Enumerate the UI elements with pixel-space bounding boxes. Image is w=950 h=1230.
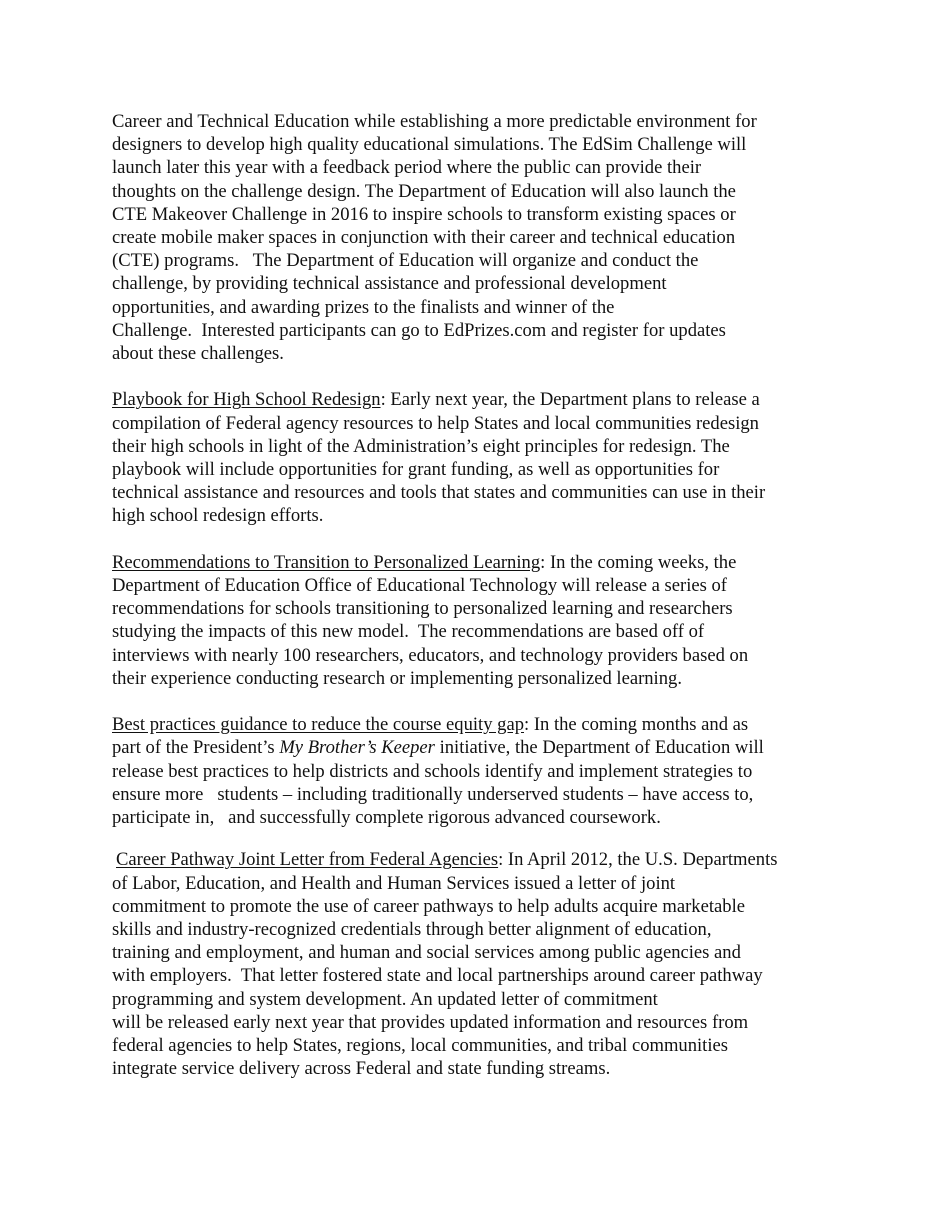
text-line: will be released early next year that provides updated information and resources from xyxy=(112,1011,749,1033)
text-line: about these challenges. xyxy=(112,343,284,365)
text-line: Career and Technical Education while establishing a more predictable environment for xyxy=(112,111,757,132)
initiative-title: My Brother’s Keeper xyxy=(279,737,435,759)
text-fragment: part of the President’s xyxy=(112,737,280,759)
heading-continuation: : In the coming weeks, the xyxy=(540,551,737,573)
text-line: designers to develop high quality educational simulations. The EdSim Challenge will xyxy=(112,134,747,156)
heading-continuation: : Early next year, the Department plans to release a xyxy=(380,389,760,411)
heading-continuation: : In the coming months and as xyxy=(524,714,749,736)
paragraph-career-pathway xyxy=(112,848,852,1080)
text-line: participate in, and successfully complete rigorous advanced coursework. xyxy=(112,807,661,829)
text-line xyxy=(112,713,852,736)
text-line: opportunities, and awarding prizes to the finalists and winner of the xyxy=(112,296,615,318)
text-line: ensure more students – including traditionally underserved students – have access to, xyxy=(112,783,754,805)
text-line: of Labor, Education, and Health and Human Services issued a letter of joint xyxy=(112,872,676,894)
text-line: programming and system development. An updated letter of commitment xyxy=(112,988,658,1010)
text-line: create mobile maker spaces in conjunction with their career and technical education xyxy=(112,227,736,249)
heading-continuation: : In April 2012, the U.S. Departments xyxy=(498,849,778,871)
paragraph-edsim-challenge xyxy=(112,110,852,365)
text-line: (CTE) programs. The Department of Education will organize and conduct the xyxy=(112,250,699,272)
text-line: compilation of Federal agency resources to help States and local communities redesign xyxy=(112,412,759,434)
section-heading-personalized-learning: Recommendations to Transition to Personalized Learning xyxy=(112,551,541,573)
text-line: CTE Makeover Challenge in 2016 to inspire schools to transform existing spaces or xyxy=(112,203,736,225)
text-line xyxy=(112,388,852,411)
text-line: interviews with nearly 100 researchers, educators, and technology providers based on xyxy=(112,644,749,666)
text-line: recommendations for schools transitioning to personalized learning and researchers xyxy=(112,598,733,620)
text-line: playbook will include opportunities for grant funding, as well as opportunities for xyxy=(112,459,720,481)
text-line: federal agencies to help States, regions, local communities, and tribal communities xyxy=(112,1035,728,1057)
section-heading-playbook: Playbook for High School Redesign xyxy=(112,389,381,411)
text-fragment: initiative, the Department of Education will xyxy=(434,737,764,759)
text-line: with employers. That letter fostered state and local partnerships around career pathway xyxy=(112,965,763,987)
text-line: their experience conducting research or implementing personalized learning. xyxy=(112,667,682,689)
text-line: their high schools in light of the Administration’s eight principles for redesign. The xyxy=(112,435,730,457)
text-line: high school redesign efforts. xyxy=(112,505,324,527)
text-line: release best practices to help districts and schools identify and implement strategies to xyxy=(112,760,753,782)
text-line: studying the impacts of this new model. The recommendations are based off of xyxy=(112,621,705,643)
text-line: thoughts on the challenge design. The Department of Education will also launch the xyxy=(112,180,736,202)
text-line xyxy=(112,551,852,574)
text-line xyxy=(112,736,852,759)
text-line: Department of Education Office of Educational Technology will release a series of xyxy=(112,575,727,597)
text-line: skills and industry-recognized credentials through better alignment of education, xyxy=(112,919,712,941)
text-line: integrate service delivery across Federal and state funding streams. xyxy=(112,1058,611,1080)
text-line: Challenge. Interested participants can go to EdPrizes.com and register for updates xyxy=(112,319,726,341)
paragraph-course-equity-gap xyxy=(112,713,852,829)
document-page xyxy=(112,110,852,1104)
text-line: challenge, by providing technical assistance and professional development xyxy=(112,273,667,295)
text-line: commitment to promote the use of career pathways to help adults acquire marketable xyxy=(112,895,745,917)
text-line: technical assistance and resources and tools that states and communities can use in their xyxy=(112,482,766,504)
section-heading-career-pathway: Career Pathway Joint Letter from Federal Agencies xyxy=(116,849,499,871)
text-line: launch later this year with a feedback period where the public can provide their xyxy=(112,157,702,179)
section-heading-course-equity: Best practices guidance to reduce the course equity gap xyxy=(112,714,524,736)
paragraph-personalized-learning xyxy=(112,551,852,690)
text-line xyxy=(112,848,852,871)
text-line: training and employment, and human and social services among public agencies and xyxy=(112,942,741,964)
paragraph-playbook xyxy=(112,388,852,527)
